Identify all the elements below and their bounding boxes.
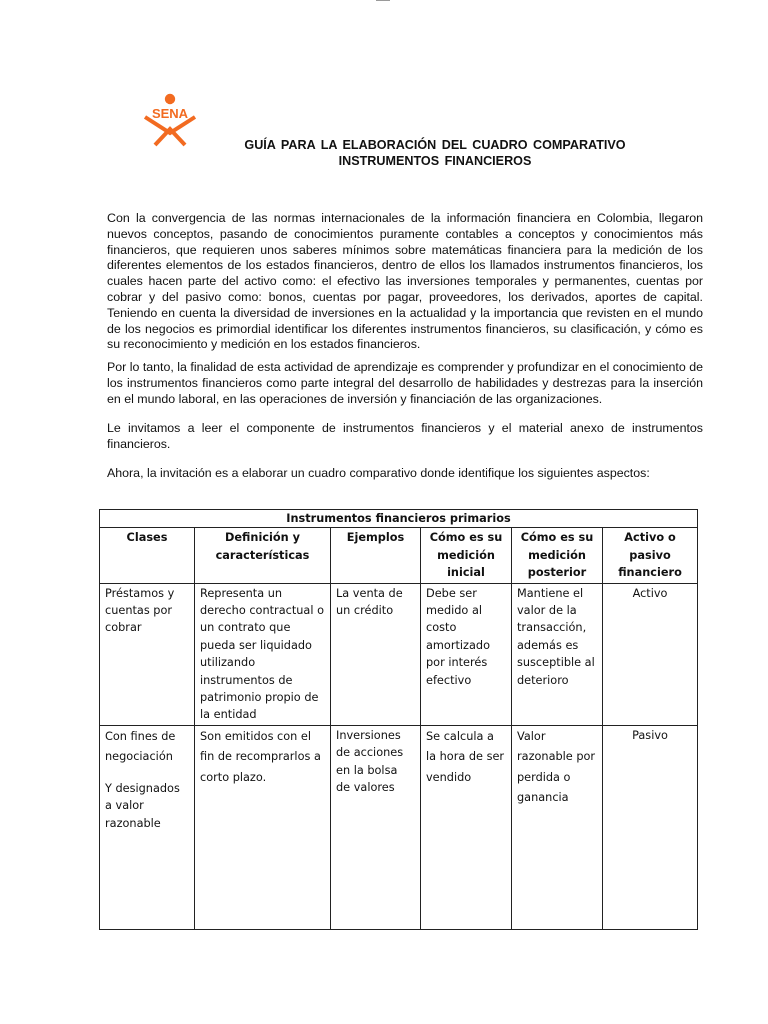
table-row (100, 583, 698, 725)
cell-ejemplos: Inversiones de acciones en la bolsa de valores (331, 725, 421, 929)
cell-clases-text: Con fines de negociación (105, 729, 176, 764)
logo-text: SENA (151, 106, 189, 121)
header-medicion-inicial: Cómo es su medición inicial (421, 528, 512, 583)
cell-clases-extra-text: Y designados a valor razonable (105, 781, 180, 830)
table-caption: Instrumentos financieros primarios (100, 510, 698, 528)
cell-medicion-posterior: Mantiene el valor de la transacción, además es susceptible al deterioro (512, 583, 603, 725)
header-ejemplos: Ejemplos (331, 528, 421, 583)
cell-medicion-inicial: Debe ser medido al costo amortizado por interés efectivo (421, 583, 512, 725)
cell-clases (100, 725, 195, 929)
header-medicion-posterior: Cómo es su medición posterior (512, 528, 603, 583)
cell-clases (100, 583, 195, 725)
cell-clases-text: Préstamos y cuentas por cobrar (105, 586, 175, 635)
intro-paragraph: Con la convergencia de las normas internacionales de la información financiera en Colombia, llegaron nuevos conceptos, pasando de conocimientos puramente contables a conceptos y conocimientos más financieros, que requieren unos saberes mínimos sobre matemáticas financiera para la medición de los diferentes elementos de los estados financieros, dentro de ellos los llamados instrumentos financieros, los cuales hacen parte del activo como: el efectivo las inversiones temporales y permanentes, cuentas por cobrar y del pasivo como: bonos, cuentas por pagar, proveedores, los derivados, aportes de capital. Teniendo en cuenta la diversidad de inversiones en la actualidad y la importancia que revisten en el mundo de los negocios es primordial identificar los diferentes instrumentos financieros, su clasificación, y cómo es su reconocimiento y medición en los estados financieros. (107, 211, 703, 352)
cell-activo-pasivo: Activo (603, 583, 698, 725)
cell-medicion-posterior: Valor razonable por perdida o ganancia (512, 725, 603, 929)
cell-definicion: Representa un derecho contractual o un contrato que pueda ser liquidado utilizando instrumentos de patrimonio propio de la entidad (195, 583, 331, 725)
table-row (100, 725, 698, 929)
invitation-paragraph: Le invitamos a leer el componente de instrumentos financieros y el material anexo de instrumentos financieros. (107, 421, 703, 451)
comparison-table (99, 509, 698, 930)
cell-definicion: Son emitidos con el fin de recomprarlos a corto plazo. (195, 725, 331, 929)
header-definicion: Definición y características (195, 528, 331, 583)
page-title: GUÍA PARA LA ELABORACIÓN DEL CUADRO COMPARATIVO INSTRUMENTOS FINANCIEROS (244, 138, 626, 168)
table-header-row (100, 528, 698, 583)
sena-logo (141, 93, 199, 151)
cell-medicion-inicial: Se calcula a la hora de ser vendido (421, 725, 512, 929)
cell-ejemplos: La venta de un crédito (331, 583, 421, 725)
purpose-paragraph: Por lo tanto, la finalidad de esta actividad de aprendizaje es comprender y profundizar en el conocimiento de los instrumentos financieros como parte integral del desarrollo de habilidades y destrezas para la inserción en el mundo laboral, en las operaciones de inversión y financiación de las organizaciones. (107, 360, 703, 406)
header-clases: Clases (100, 528, 195, 583)
instruction-paragraph: Ahora, la invitación es a elaborar un cuadro comparativo donde identifique los siguientes aspectos: (107, 466, 650, 480)
cell-activo-pasivo: Pasivo (603, 725, 698, 929)
page-top-mark (376, 0, 390, 1)
header-activo-pasivo: Activo o pasivo financiero (603, 528, 698, 583)
